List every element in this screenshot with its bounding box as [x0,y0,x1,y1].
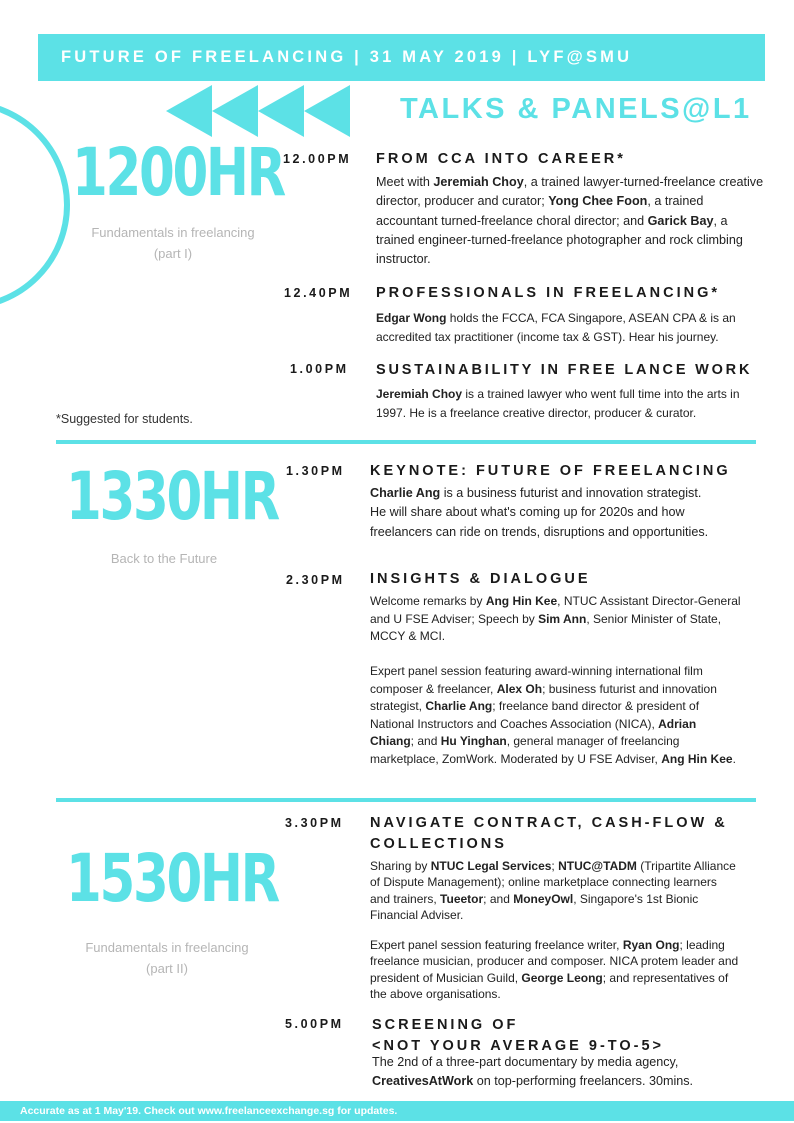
speaker-name: Alex Oh [496,681,543,696]
event-title: SUSTAINABILITY IN FREE LANCE WORK [376,362,753,378]
header-banner-text: FUTURE OF FREELANCING | 31 MAY 2019 | LYF@SMU [61,48,633,66]
section-title: TALKS & PANELS@L1 [400,93,752,125]
header-banner [38,34,765,81]
event-title-line1: SCREENING OF [372,1017,519,1033]
speaker-name: Charlie Ang [425,699,493,714]
event-title: PROFESSIONALS IN FREELANCING* [376,285,720,301]
event-description: Welcome remarks by Ang Hin Kee, NTUC Assistant Director-General and U FSE Adviser; Speech by Sim Ann, Senior Minister of State, MCCY & MCI. [370,594,741,644]
block-1200-time: 1200HR [72,134,284,211]
event-title: INSIGHTS & DIALOGUE [370,571,591,587]
event-time: 5.00PM [285,1017,344,1031]
speaker-name: Ang Hin Kee [485,594,558,608]
event-title: FROM CCA INTO CAREER* [376,151,626,167]
block-1530-label-line1: Fundamentals in freelancing [85,940,249,955]
event-description-panel: Expert panel session featuring award-winning international film composer & freelancer, Alex Oh; business futurist and innovation strategist, Charlie Ang; freelance band director & president of National Instructors and Coaches Association (NICA), Adrian Chiang; and Hu Yinghan, general manager of freelancing marketplace, ZomWork. Moderated by U FSE Adviser, Ang Hin Kee. [370,664,736,766]
block-1330-time: 1330HR [66,458,278,535]
event-time: 3.30PM [285,816,344,830]
event-title [372,1015,762,1057]
event-description: Sharing by NTUC Legal Services; NTUC@TADM (Tripartite Alliance of Dispute Management); online marketplace connecting learners and trainers, Tueetor; and MoneyOwl, Singapore's 1st Bionic Financial Adviser. [370,859,736,923]
block-1530-label-line2: (part II) [146,961,188,976]
speaker-name: George Leong [521,970,603,985]
event-title: NAVIGATE CONTRACT, CASH-FLOW & COLLECTIONS [370,815,728,852]
event-time: 1.30PM [286,464,345,478]
speaker-name: Ryan Ong [622,938,680,952]
speaker-name: NTUC Legal Services [430,859,552,873]
block-1200-label-line1: Fundamentals in freelancing [91,225,255,240]
event-description-panel: Expert panel session featuring freelance writer, Ryan Ong; leading freelance musician, producer and composer. NICA protem leader and president of Musician Guild, George Leong; and representatives of the above organisations. [370,938,739,1002]
speaker-name: CreativesAtWork [372,1074,474,1089]
speaker-name: Tueetor [440,891,484,906]
speaker-name: Jeremiah Choy [376,387,463,401]
block-1530-label [66,937,268,979]
rewind-arrows-icon [166,85,352,137]
event-time: 2.30PM [286,573,345,587]
speaker-name: Garick Bay [647,213,714,228]
event-time: 12.00PM [283,152,352,166]
event-description: Meet with Jeremiah Choy, a trained lawyer-turned-freelance creative director, producer and curator; Yong Chee Foon, a trained accountant turned-freelance choral director; and Garick Bay, a trained engineer-turned-freelance photographer and rock climbing instructor. [376,175,764,267]
event-description: Jeremiah Choy is a trained lawyer who went full time into the arts in 1997. He is a freelance creative director, producer & curator. [376,387,740,420]
speaker-name: Adrian Chiang [370,716,697,749]
block-1530-time: 1530HR [66,840,278,917]
event-title-line2: <NOT YOUR AVERAGE 9-TO-5> [372,1038,665,1054]
section-divider [56,440,756,444]
event-description: The 2nd of a three-part documentary by media agency, CreativesAtWork on top-performing freelancers. 30mins. [372,1055,694,1089]
section-divider [56,798,756,802]
students-note: *Suggested for students. [56,412,193,426]
event-time: 12.40PM [284,286,353,300]
footer-bar [0,1101,794,1121]
decorative-circle [0,100,70,310]
event-title: KEYNOTE: FUTURE OF FREELANCING [370,463,731,479]
speaker-name: Jeremiah Choy [433,175,524,189]
speaker-name: Yong Chee Foon [548,194,648,209]
event-time: 1.00PM [290,362,349,376]
event-description: Edgar Wong holds the FCCA, FCA Singapore, ASEAN CPA & is an accredited tax practitioner (income tax & GST). Hear his journey. [376,311,736,344]
speaker-name: NTUC@TADM [558,859,637,873]
footer-text: Accurate as at 1 May'19. Check out www.freelanceexchange.sg for updates. [20,1105,398,1117]
speaker-name: Charlie Ang [370,486,441,500]
block-1200-label-line2: (part I) [153,246,193,261]
speaker-name: Ang Hin Kee [661,751,733,766]
event-description: Charlie Ang is a business futurist and innovation strategist. He will share about what's coming up for 2020s and how freelancers can ride on trends, disruptions and opportunities. [370,486,709,539]
speaker-name: Sim Ann [538,611,587,626]
speaker-name: Edgar Wong [376,311,447,325]
speaker-name: MoneyOwl [513,891,574,906]
block-1330-label: Back to the Future [110,551,218,566]
speaker-name: Hu Yinghan [440,734,507,749]
block-1200-label [72,222,274,264]
